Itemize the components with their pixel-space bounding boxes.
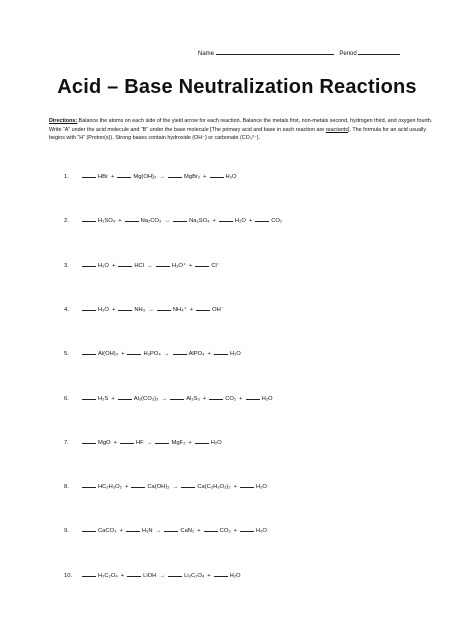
- plus-sign: +: [188, 439, 192, 446]
- chemical-formula: CO₂: [219, 528, 231, 535]
- coefficient-blank[interactable]: [156, 262, 170, 267]
- directions-label: Directions:: [49, 118, 78, 124]
- chemical-formula: H₃N: [141, 528, 153, 535]
- coefficient-blank[interactable]: [170, 395, 184, 400]
- yield-arrow: →: [146, 439, 153, 446]
- coefficient-blank[interactable]: [118, 306, 132, 311]
- plus-sign: +: [189, 306, 194, 313]
- coefficient-blank[interactable]: [255, 217, 269, 222]
- chemical-formula: Al₂S₃: [186, 395, 200, 402]
- chemical-formula: H₂O: [229, 351, 241, 358]
- problem-row: [64, 173, 238, 180]
- chemical-formula: H₂O: [255, 528, 267, 535]
- problem-number: 6.: [64, 395, 69, 402]
- plus-sign: +: [188, 262, 193, 269]
- directions-text-2: ]. The formula for an acid usually begins with “H” (Proton(s)). Strong bases contain hydroxide (OH⁻) or carbonate (CO₃²⁻).: [49, 126, 427, 142]
- coefficient-blank[interactable]: [82, 217, 96, 222]
- plus-sign: +: [111, 306, 116, 313]
- coefficient-blank[interactable]: [195, 439, 209, 444]
- chemical-formula: AlPO₄: [188, 351, 205, 358]
- chemical-formula: MgBr₂: [184, 174, 201, 180]
- chemical-formula: H₂O: [98, 306, 109, 313]
- yield-arrow: →: [148, 306, 154, 313]
- yield-arrow: →: [159, 572, 166, 579]
- problem-number: 2.: [64, 218, 69, 225]
- plus-sign: +: [124, 484, 129, 491]
- chemical-formula: H₂O: [234, 218, 246, 225]
- chemical-formula: CO₂: [225, 395, 237, 402]
- plus-sign: +: [110, 174, 115, 180]
- coefficient-blank[interactable]: [155, 439, 169, 444]
- chemical-formula: H₂S: [98, 395, 109, 402]
- coefficient-blank[interactable]: [209, 395, 223, 400]
- chemical-formula: HC₂H₃O₂: [98, 484, 122, 491]
- name-period-line: [198, 49, 448, 57]
- problem-number: 4.: [64, 306, 69, 313]
- chemical-formula: Ca(C₂H₃O₂)₂: [197, 484, 231, 491]
- coefficient-blank[interactable]: [127, 572, 141, 577]
- yield-arrow: →: [172, 484, 179, 491]
- yield-arrow: →: [147, 262, 153, 269]
- plus-sign: +: [233, 484, 237, 491]
- directions-paragraph: [49, 117, 439, 143]
- coefficient-blank[interactable]: [118, 395, 132, 400]
- chemical-formula: H₃O⁺: [171, 262, 186, 269]
- plus-sign: +: [197, 528, 201, 535]
- yield-arrow: →: [159, 174, 166, 180]
- coefficient-blank[interactable]: [82, 439, 96, 444]
- coefficient-blank[interactable]: [195, 262, 209, 267]
- chemical-formula: HBr: [98, 174, 108, 180]
- plus-sign: +: [118, 218, 122, 225]
- chemical-formula: H₂C₂O₄: [98, 572, 118, 579]
- coefficient-blank[interactable]: [82, 527, 96, 532]
- coefficient-blank[interactable]: [118, 262, 132, 267]
- chemical-formula: H₂O: [261, 395, 273, 402]
- plus-sign: +: [207, 572, 211, 579]
- problem-row: [64, 262, 222, 269]
- chemical-formula: Al₂(CO₃)₃: [133, 395, 159, 402]
- name-label: Name: [198, 51, 215, 57]
- chemical-formula: Na₂CO₃: [140, 218, 162, 225]
- coefficient-blank[interactable]: [214, 350, 228, 355]
- plus-sign: +: [233, 528, 237, 535]
- page-title: Acid – Base Neutralization Reactions: [57, 76, 417, 98]
- coefficient-blank[interactable]: [82, 572, 96, 577]
- chemical-formula: OH⁻: [212, 306, 224, 313]
- period-field[interactable]: [358, 49, 400, 55]
- coefficient-blank[interactable]: [82, 262, 96, 267]
- chemical-formula: MgO: [98, 439, 111, 446]
- plus-sign: +: [111, 262, 116, 269]
- coefficient-blank[interactable]: [164, 527, 178, 532]
- coefficient-blank[interactable]: [82, 173, 96, 178]
- coefficient-blank[interactable]: [173, 217, 187, 222]
- period-label: Period: [339, 51, 357, 57]
- chemical-formula: H₂O: [229, 572, 241, 579]
- coefficient-blank[interactable]: [240, 483, 254, 488]
- chemical-formula: CO₂: [271, 218, 283, 225]
- chemical-formula: Ca(OH)₂: [147, 484, 170, 491]
- plus-sign: +: [239, 395, 243, 402]
- problem-number: 8.: [64, 484, 69, 491]
- problem-number: 10.: [64, 572, 73, 579]
- chemical-formula: H₂O: [225, 174, 237, 180]
- directions-emphasis: reactants: [325, 126, 348, 133]
- chemical-formula: H₂O: [98, 262, 109, 269]
- problem-row: [64, 306, 226, 313]
- chemical-formula: Cl⁻: [211, 262, 220, 269]
- plus-sign: +: [111, 395, 115, 402]
- plus-sign: +: [113, 439, 117, 446]
- yield-arrow: →: [155, 528, 162, 535]
- problem-number: 1.: [64, 174, 69, 180]
- plus-sign: +: [212, 218, 216, 225]
- chemical-formula: NH₄⁺: [172, 306, 187, 313]
- problem-row: [64, 395, 275, 402]
- chemical-formula: Li₂C₂O₄: [184, 572, 205, 579]
- coefficient-blank[interactable]: [240, 527, 254, 532]
- chemical-formula: HCl: [134, 262, 145, 269]
- coefficient-blank[interactable]: [125, 217, 139, 222]
- coefficient-blank[interactable]: [196, 306, 210, 311]
- coefficient-blank[interactable]: [157, 306, 171, 311]
- yield-arrow: →: [164, 218, 171, 225]
- coefficient-blank[interactable]: [210, 173, 224, 178]
- problem-number: 5.: [64, 351, 69, 358]
- coefficient-blank[interactable]: [168, 173, 182, 178]
- coefficient-blank[interactable]: [204, 527, 218, 532]
- chemical-formula: Al(OH)₃: [98, 351, 119, 358]
- chemical-formula: Mg(OH)₂: [133, 174, 157, 180]
- chemical-formula: H₃PO₄: [143, 351, 161, 358]
- chemical-formula: CaN₂: [180, 528, 195, 535]
- coefficient-blank[interactable]: [82, 350, 96, 355]
- problem-row: [64, 527, 269, 534]
- problem-number: 3.: [64, 262, 69, 269]
- plus-sign: +: [202, 395, 207, 402]
- problem-row: [64, 350, 243, 357]
- coefficient-blank[interactable]: [117, 173, 131, 178]
- coefficient-blank[interactable]: [181, 483, 195, 488]
- coefficient-blank[interactable]: [126, 527, 140, 532]
- chemical-formula: LiOH: [143, 572, 157, 579]
- problem-row: [64, 217, 284, 224]
- coefficient-blank[interactable]: [127, 350, 141, 355]
- coefficient-blank[interactable]: [214, 572, 228, 577]
- chemical-formula: CaCO₃: [98, 528, 117, 535]
- chemical-formula: HF: [135, 439, 144, 446]
- problem-number: 9.: [64, 528, 69, 535]
- coefficient-blank[interactable]: [82, 306, 96, 311]
- coefficient-blank[interactable]: [131, 483, 145, 488]
- chemical-formula: H₂O: [256, 484, 267, 491]
- chemical-formula: H₂SO₄: [98, 218, 116, 225]
- name-field[interactable]: [216, 49, 334, 55]
- coefficient-blank[interactable]: [219, 217, 233, 222]
- chemical-formula: MgF₂: [171, 439, 186, 446]
- plus-sign: +: [248, 218, 253, 225]
- yield-arrow: →: [161, 395, 168, 402]
- yield-arrow: →: [163, 351, 170, 358]
- problem-row: [64, 439, 224, 446]
- problem-row: [64, 483, 269, 490]
- plus-sign: +: [207, 351, 211, 358]
- coefficient-blank[interactable]: [168, 572, 182, 577]
- plus-sign: +: [120, 572, 125, 579]
- coefficient-blank[interactable]: [82, 395, 96, 400]
- coefficient-blank[interactable]: [82, 483, 96, 488]
- coefficient-blank[interactable]: [246, 395, 260, 400]
- directions-text-1: Balance the atoms on each side of the yield arrow for each reaction. Balance the metals first, non-metals second, hydrogen third, and oxygen fourth. Write “A” under the acid molecule and “B” under the base molecule [The primary acid and base in each reaction are: [49, 118, 433, 133]
- plus-sign: +: [203, 174, 207, 180]
- problem-number: 7.: [64, 439, 69, 446]
- chemical-formula: NH₃: [134, 306, 146, 313]
- plus-sign: +: [121, 351, 125, 358]
- chemical-formula: Na₂SO₄: [189, 218, 210, 225]
- coefficient-blank[interactable]: [173, 350, 187, 355]
- chemical-formula: H₂O: [210, 439, 222, 446]
- problem-row: [64, 572, 243, 579]
- coefficient-blank[interactable]: [120, 439, 134, 444]
- plus-sign: +: [119, 528, 123, 535]
